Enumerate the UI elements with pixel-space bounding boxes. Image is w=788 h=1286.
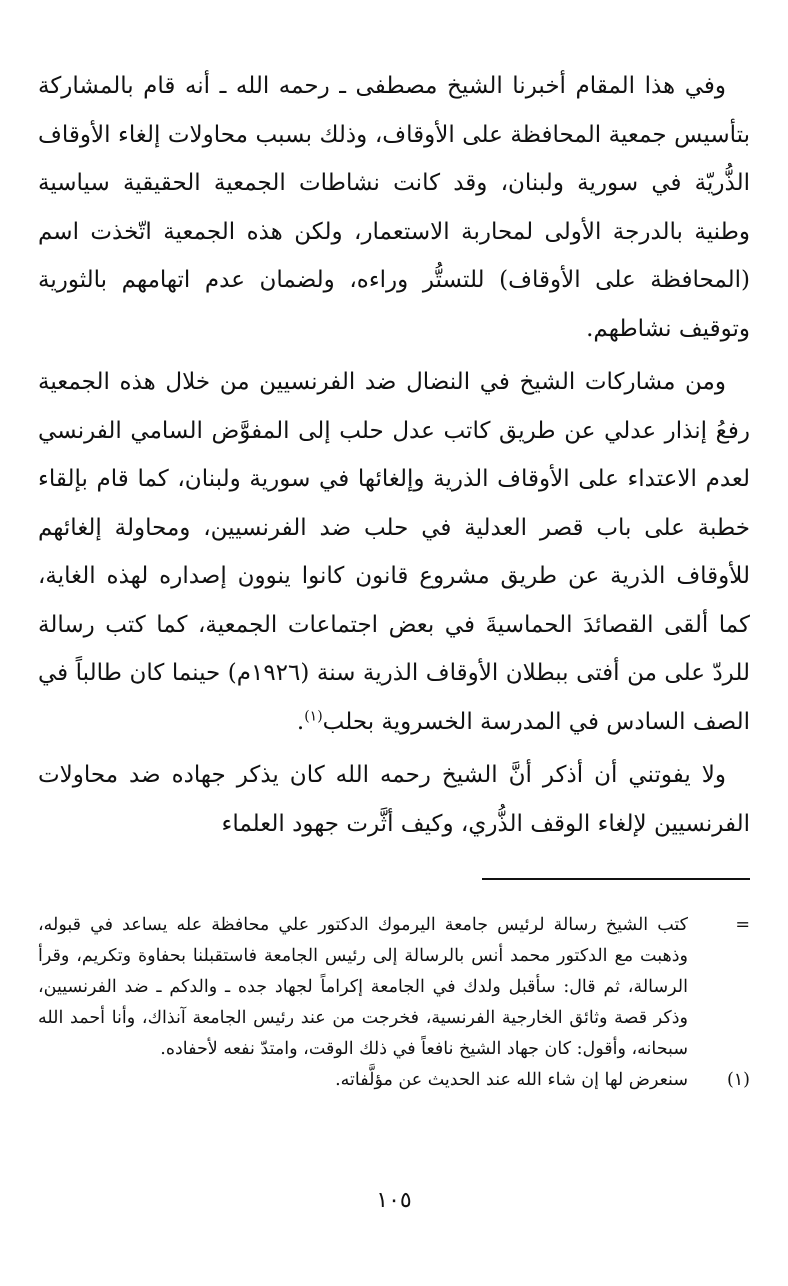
- main-text: [38, 62, 750, 848]
- paragraph-2: [38, 358, 750, 746]
- footnote-separator: [482, 878, 750, 880]
- footnote-continued-marker: =: [735, 915, 750, 935]
- footnote-1: [38, 1065, 750, 1096]
- footnote-reference: (١): [304, 707, 323, 724]
- footnote-1-text: سنعرض لها إن شاء الله عند الحديث عن مؤلَّفاته.: [335, 1070, 688, 1090]
- footnote-continued: [38, 910, 750, 1065]
- paragraph-2-text: ومن مشاركات الشيخ في النضال ضد الفرنسيين من خلال هذه الجمعية رفعُ إنذار عدلي عن طريق كاتب عدل حلب إلى المفوَّض السامي الفرنسي لعدم الاعتداء على الأوقاف الذرية وإلغائها في سورية ولبنان، كما قام بإلقاء خطبة على باب قصر العدلية في حلب ضد الفرنسيين، ومحاولة إلغائهم للأوقاف الذرية عن طريق مشروع قانون كانوا ينوون إصداره لهذه الغاية، كما ألقى القصائدَ الحماسيةَ في بعض اجتماعات الجمعية، كما كتب رسالة للردّ على من أفتى ببطلان الأوقاف الذرية سنة (١٩٢٦م) حينما كان طالباً في الصف السادس في المدرسة الخسروية بحلب: [38, 369, 750, 735]
- paragraph-3: ولا يفوتني أن أذكر أنَّ الشيخ رحمه الله كان يذكر جهاده ضد محاولات الفرنسيين لإلغاء الوقف الذُّري، وكيف أثَّرت جهود العلماء: [38, 762, 750, 837]
- page-number: ١٠٥: [376, 1188, 412, 1213]
- footnote-continued-text: كتب الشيخ رسالة لرئيس جامعة اليرموك الدكتور علي محافظة عله يساعد في قبوله، وذهبت مع الدكتور محمد أنس بالرسالة إلى رئيس الجامعة فاستقبلنا بحفاوة وتكريم، وقرأ الرسالة، ثم قال: سأقبل ولدك في الجامعة إكراماً لجهاد جده ـ والدكم ـ ضد الفرنسيين، وذكر قصة وثائق الخارجية الفرنسية، فخرجت من عند رئيس الجامعة آنذاك، وأنا أحمد الله سبحانه، وأقول: كان جهاد الشيخ نافعاً في ذلك الوقت، وامتدّ نفعه لأحفاده.: [38, 915, 688, 1059]
- paragraph-2-end: .: [296, 708, 305, 735]
- footnote-1-marker: (١): [726, 1070, 750, 1090]
- paragraph-1: وفي هذا المقام أخبرنا الشيخ مصطفى ـ رحمه الله ـ أنه قام بالمشاركة بتأسيس جمعية المحافظة على الأوقاف، وذلك بسبب محاولات إلغاء الأوقاف الذُّريّة في سورية ولبنان، وقد كانت نشاطات الجمعية الحقيقية سياسية وطنية بالدرجة الأولى لمحاربة الاستعمار، ولكن هذه الجمعية اتّخذت اسم (المحافظة على الأوقاف) للتستُّر وراءه، ولضمان عدم اتهامهم بالثورية وتوقيف نشاطهم.: [38, 73, 750, 342]
- footnotes: [38, 910, 750, 1096]
